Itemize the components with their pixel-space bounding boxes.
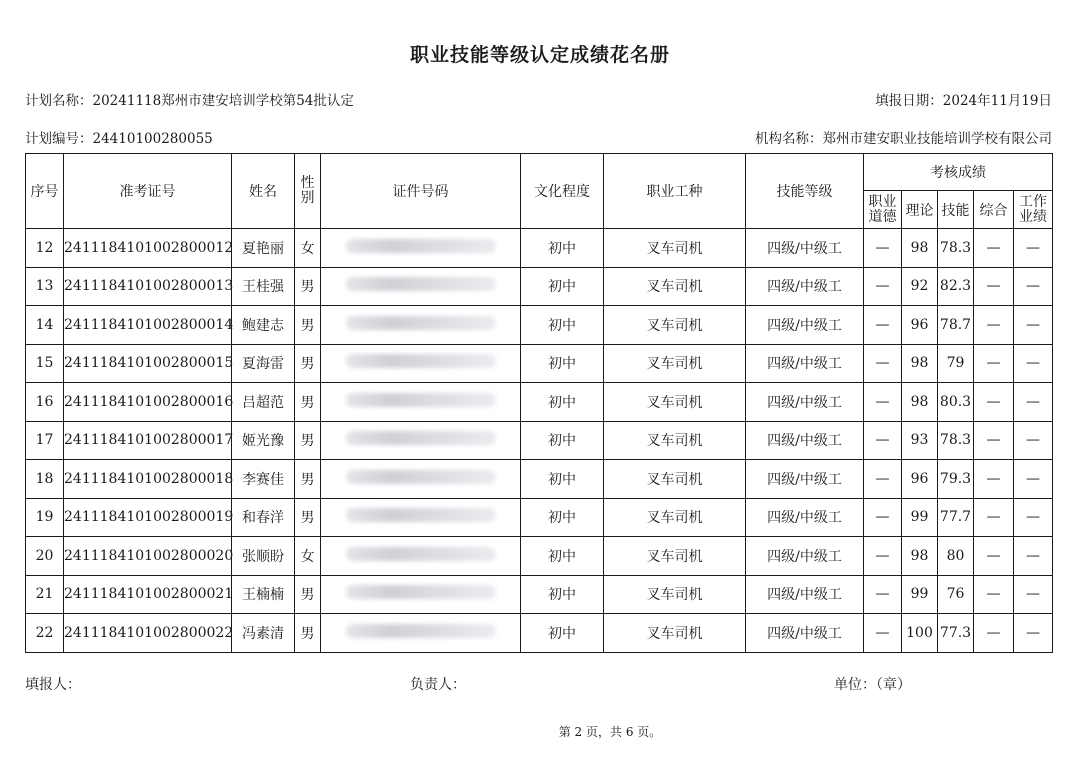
cell-skill: 82.3 xyxy=(938,267,974,306)
cell-theory: 100 xyxy=(902,614,938,653)
cell-composite: — xyxy=(974,306,1014,345)
cell-skill: 76 xyxy=(938,575,974,614)
cell-exam-no: 2411184101002800015 xyxy=(64,344,232,383)
cell-name: 和春洋 xyxy=(232,498,295,537)
cell-seq: 20 xyxy=(26,537,64,576)
cell-name: 王桂强 xyxy=(232,267,295,306)
redacted-id-blur xyxy=(346,585,496,599)
header-occupation: 职业工种 xyxy=(604,154,746,229)
cell-ethics: — xyxy=(864,537,902,576)
header-skill: 技能 xyxy=(938,191,974,229)
cell-name: 鲍建志 xyxy=(232,306,295,345)
cell-work: — xyxy=(1014,460,1053,499)
table-row xyxy=(26,229,1053,268)
cell-skill-level: 四级/中级工 xyxy=(746,229,864,268)
cell-ethics: — xyxy=(864,267,902,306)
cell-occupation: 叉车司机 xyxy=(604,344,746,383)
redacted-id-blur xyxy=(346,624,496,638)
cell-exam-no: 2411184101002800017 xyxy=(64,421,232,460)
cell-ethics: — xyxy=(864,229,902,268)
cell-skill-level: 四级/中级工 xyxy=(746,575,864,614)
cell-exam-no: 2411184101002800020 xyxy=(64,537,232,576)
cell-education: 初中 xyxy=(521,421,604,460)
redacted-id-blur xyxy=(346,354,496,368)
cell-occupation: 叉车司机 xyxy=(604,537,746,576)
cell-name: 李赛佳 xyxy=(232,460,295,499)
redacted-id-blur xyxy=(346,431,496,445)
cell-seq: 12 xyxy=(26,229,64,268)
cell-skill-level: 四级/中级工 xyxy=(746,267,864,306)
redacted-id-blur xyxy=(346,547,496,561)
cell-education: 初中 xyxy=(521,498,604,537)
cell-seq: 17 xyxy=(26,421,64,460)
cell-name: 夏海雷 xyxy=(232,344,295,383)
cell-id-no xyxy=(321,460,521,499)
cell-theory: 92 xyxy=(902,267,938,306)
cell-gender: 男 xyxy=(295,460,321,499)
redacted-id-blur xyxy=(346,393,496,407)
table-row xyxy=(26,421,1053,460)
cell-gender: 男 xyxy=(295,421,321,460)
table-row xyxy=(26,383,1053,422)
cell-composite: — xyxy=(974,383,1014,422)
cell-theory: 98 xyxy=(902,537,938,576)
cell-seq: 16 xyxy=(26,383,64,422)
table-body xyxy=(26,229,1053,653)
cell-theory: 99 xyxy=(902,575,938,614)
score-roster-table xyxy=(25,153,1053,653)
table-row xyxy=(26,460,1053,499)
cell-exam-no: 2411184101002800013 xyxy=(64,267,232,306)
cell-seq: 15 xyxy=(26,344,64,383)
cell-seq: 14 xyxy=(26,306,64,345)
cell-gender: 男 xyxy=(295,267,321,306)
cell-seq: 22 xyxy=(26,614,64,653)
cell-occupation: 叉车司机 xyxy=(604,460,746,499)
cell-skill: 77.7 xyxy=(938,498,974,537)
header-composite: 综合 xyxy=(974,191,1014,229)
cell-ethics: — xyxy=(864,383,902,422)
cell-composite: — xyxy=(974,344,1014,383)
cell-composite: — xyxy=(974,267,1014,306)
cell-skill: 78.3 xyxy=(938,229,974,268)
cell-skill-level: 四级/中级工 xyxy=(746,383,864,422)
cell-ethics: — xyxy=(864,344,902,383)
cell-skill-level: 四级/中级工 xyxy=(746,421,864,460)
organization-name: 机构名称：郑州市建安职业技能培训学校有限公司 xyxy=(755,131,1052,147)
cell-skill: 80 xyxy=(938,537,974,576)
table-row xyxy=(26,537,1053,576)
report-date: 填报日期：2024年11月19日 xyxy=(875,93,1052,109)
cell-occupation: 叉车司机 xyxy=(604,267,746,306)
cell-theory: 96 xyxy=(902,460,938,499)
header-theory: 理论 xyxy=(902,191,938,229)
header-work: 工作业绩 xyxy=(1014,191,1053,229)
cell-composite: — xyxy=(974,229,1014,268)
cell-name: 吕超范 xyxy=(232,383,295,422)
cell-occupation: 叉车司机 xyxy=(604,306,746,345)
cell-occupation: 叉车司机 xyxy=(604,614,746,653)
cell-work: — xyxy=(1014,614,1053,653)
unit-seal-label: 单位：（章） xyxy=(834,677,911,693)
redacted-id-blur xyxy=(346,277,496,291)
cell-skill: 77.3 xyxy=(938,614,974,653)
header-seq: 序号 xyxy=(26,154,64,229)
header-id-no: 证件号码 xyxy=(321,154,521,229)
document-title: 职业技能等级认定成绩花名册 xyxy=(409,44,670,66)
cell-exam-no: 2411184101002800018 xyxy=(64,460,232,499)
cell-gender: 女 xyxy=(295,537,321,576)
header-skill-level: 技能等级 xyxy=(746,154,864,229)
cell-seq: 18 xyxy=(26,460,64,499)
cell-skill-level: 四级/中级工 xyxy=(746,306,864,345)
cell-theory: 98 xyxy=(902,344,938,383)
cell-theory: 98 xyxy=(902,229,938,268)
cell-education: 初中 xyxy=(521,614,604,653)
header-name: 姓名 xyxy=(232,154,295,229)
cell-education: 初中 xyxy=(521,575,604,614)
cell-id-no xyxy=(321,614,521,653)
cell-composite: — xyxy=(974,460,1014,499)
cell-education: 初中 xyxy=(521,344,604,383)
cell-occupation: 叉车司机 xyxy=(604,421,746,460)
cell-theory: 96 xyxy=(902,306,938,345)
cell-skill: 78.3 xyxy=(938,421,974,460)
cell-id-no xyxy=(321,498,521,537)
cell-name: 王楠楠 xyxy=(232,575,295,614)
cell-name: 夏艳丽 xyxy=(232,229,295,268)
cell-id-no xyxy=(321,421,521,460)
table-row xyxy=(26,267,1053,306)
cell-theory: 99 xyxy=(902,498,938,537)
cell-gender: 女 xyxy=(295,229,321,268)
cell-work: — xyxy=(1014,383,1053,422)
cell-name: 姬光豫 xyxy=(232,421,295,460)
header-exam-no: 准考证号 xyxy=(64,154,232,229)
cell-occupation: 叉车司机 xyxy=(604,498,746,537)
cell-ethics: — xyxy=(864,460,902,499)
cell-seq: 21 xyxy=(26,575,64,614)
header-ethics: 职业道德 xyxy=(864,191,902,229)
cell-work: — xyxy=(1014,421,1053,460)
cell-education: 初中 xyxy=(521,460,604,499)
cell-ethics: — xyxy=(864,421,902,460)
cell-id-no xyxy=(321,229,521,268)
page-info: 第 2 页，共 6 页。 xyxy=(558,725,662,739)
cell-gender: 男 xyxy=(295,383,321,422)
reporter-label: 填报人： xyxy=(25,677,81,693)
cell-name: 张顺盼 xyxy=(232,537,295,576)
cell-skill-level: 四级/中级工 xyxy=(746,498,864,537)
cell-composite: — xyxy=(974,575,1014,614)
cell-seq: 13 xyxy=(26,267,64,306)
cell-work: — xyxy=(1014,344,1053,383)
redacted-id-blur xyxy=(346,508,496,522)
cell-theory: 98 xyxy=(902,383,938,422)
cell-exam-no: 2411184101002800016 xyxy=(64,383,232,422)
cell-id-no xyxy=(321,267,521,306)
cell-composite: — xyxy=(974,498,1014,537)
cell-skill-level: 四级/中级工 xyxy=(746,344,864,383)
redacted-id-blur xyxy=(346,316,496,330)
cell-gender: 男 xyxy=(295,575,321,614)
cell-skill: 79 xyxy=(938,344,974,383)
cell-work: — xyxy=(1014,306,1053,345)
cell-exam-no: 2411184101002800022 xyxy=(64,614,232,653)
table-row xyxy=(26,344,1053,383)
cell-theory: 93 xyxy=(902,421,938,460)
cell-skill: 79.3 xyxy=(938,460,974,499)
cell-occupation: 叉车司机 xyxy=(604,575,746,614)
cell-id-no xyxy=(321,383,521,422)
cell-ethics: — xyxy=(864,614,902,653)
redacted-id-blur xyxy=(346,470,496,484)
plan-name: 计划名称：20241118郑州市建安培训学校第54批认定 xyxy=(25,93,354,109)
cell-id-no xyxy=(321,537,521,576)
cell-id-no xyxy=(321,344,521,383)
cell-work: — xyxy=(1014,537,1053,576)
cell-work: — xyxy=(1014,229,1053,268)
table-row xyxy=(26,614,1053,653)
cell-exam-no: 2411184101002800019 xyxy=(64,498,232,537)
redacted-id-blur xyxy=(346,239,496,253)
cell-skill: 80.3 xyxy=(938,383,974,422)
cell-composite: — xyxy=(974,537,1014,576)
cell-education: 初中 xyxy=(521,537,604,576)
cell-skill-level: 四级/中级工 xyxy=(746,614,864,653)
plan-number: 计划编号：24410100280055 xyxy=(25,131,213,147)
cell-skill-level: 四级/中级工 xyxy=(746,460,864,499)
cell-exam-no: 2411184101002800012 xyxy=(64,229,232,268)
header-scores: 考核成绩 xyxy=(864,154,1053,191)
responsible-label: 负责人： xyxy=(410,677,466,693)
cell-work: — xyxy=(1014,575,1053,614)
header-education: 文化程度 xyxy=(521,154,604,229)
cell-education: 初中 xyxy=(521,229,604,268)
cell-exam-no: 2411184101002800014 xyxy=(64,306,232,345)
cell-gender: 男 xyxy=(295,306,321,345)
cell-ethics: — xyxy=(864,498,902,537)
table-row xyxy=(26,575,1053,614)
table-row xyxy=(26,498,1053,537)
table-row xyxy=(26,306,1053,345)
cell-gender: 男 xyxy=(295,498,321,537)
cell-work: — xyxy=(1014,498,1053,537)
cell-education: 初中 xyxy=(521,267,604,306)
cell-education: 初中 xyxy=(521,306,604,345)
cell-gender: 男 xyxy=(295,614,321,653)
cell-exam-no: 2411184101002800021 xyxy=(64,575,232,614)
cell-work: — xyxy=(1014,267,1053,306)
cell-id-no xyxy=(321,575,521,614)
cell-name: 冯素清 xyxy=(232,614,295,653)
cell-ethics: — xyxy=(864,575,902,614)
cell-occupation: 叉车司机 xyxy=(604,229,746,268)
cell-id-no xyxy=(321,306,521,345)
cell-composite: — xyxy=(974,421,1014,460)
cell-composite: — xyxy=(974,614,1014,653)
cell-skill-level: 四级/中级工 xyxy=(746,537,864,576)
cell-education: 初中 xyxy=(521,383,604,422)
cell-occupation: 叉车司机 xyxy=(604,383,746,422)
cell-ethics: — xyxy=(864,306,902,345)
cell-skill: 78.7 xyxy=(938,306,974,345)
cell-gender: 男 xyxy=(295,344,321,383)
cell-seq: 19 xyxy=(26,498,64,537)
header-gender: 性别 xyxy=(295,154,321,229)
